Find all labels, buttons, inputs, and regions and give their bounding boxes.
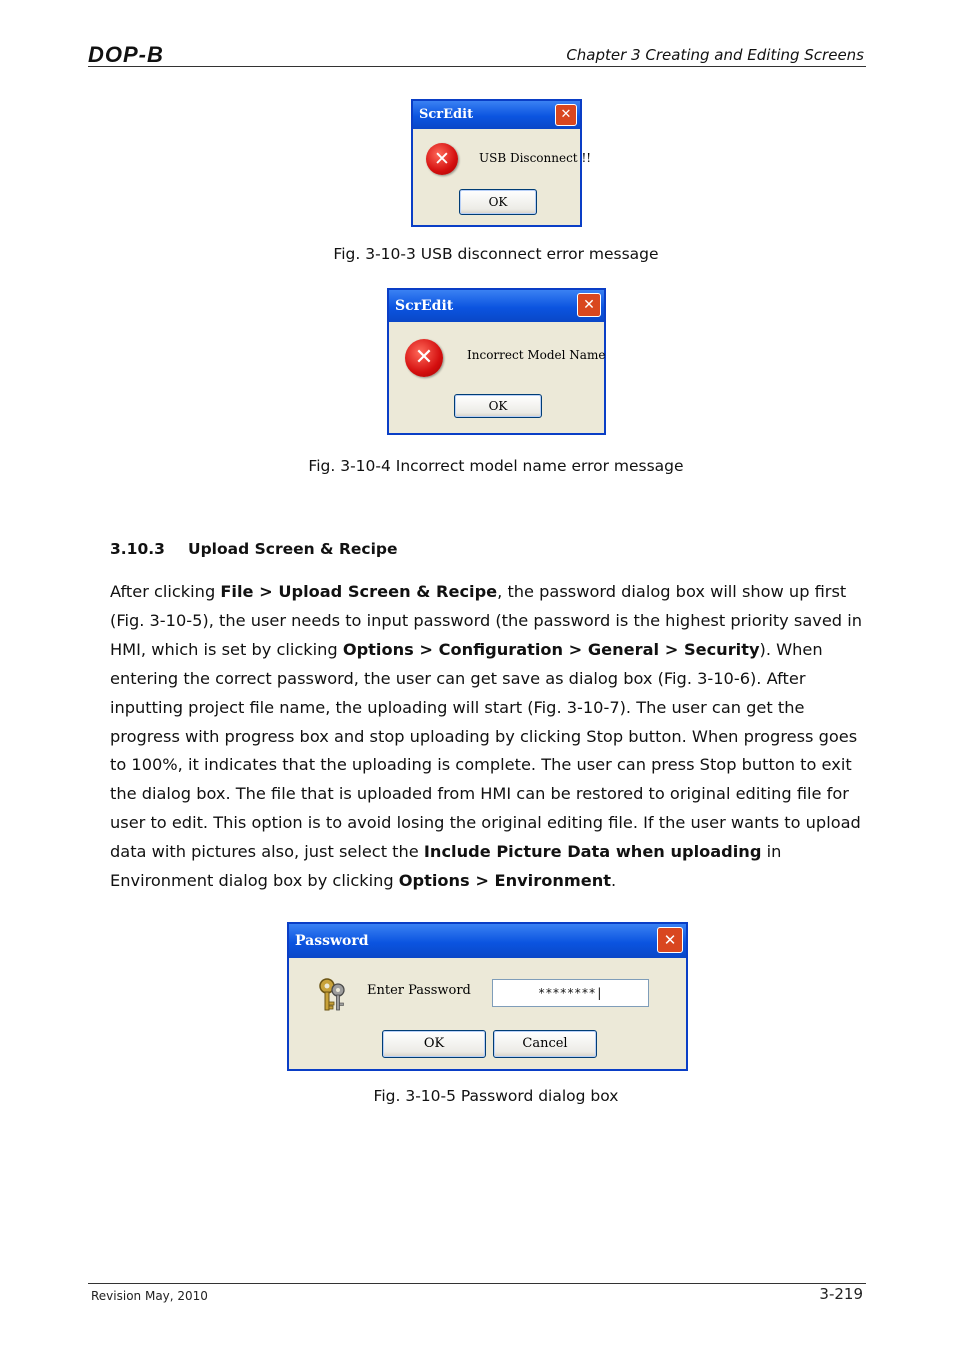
revision-date: Revision May, 2010 xyxy=(91,1289,208,1303)
menu-path-security: Options > Configuration > General > Security xyxy=(342,639,760,659)
text-run: ). When entering the correct password, the user can get save as dialog box (Fig. 3-10-6). After inputting project file name, the uploading will start (Fig. 3-10-7). The user can get the progress with progress box and stop uploading by clicking Stop button. When progress goes to 100%, it indicates that the uploading is complete. The user can press Stop button to exit the dialog box. The file that is uploaded from HMI can be restored to original editing file for user to edit. This option is to avoid losing the original editing file. If the user wants to upload data with pictures also, just select the xyxy=(110,639,861,862)
footer-divider xyxy=(88,1283,866,1284)
usb-disconnect-dialog xyxy=(411,99,592,227)
dialog-title: Password xyxy=(295,933,369,949)
figure-caption: Fig. 3-10-4 Incorrect model name error message xyxy=(308,457,684,475)
text-run: , the password dialog box will show up first (Fig. 3-10-5), the user needs to input password (the password is the highest priority saved in HMI, which is set by clicking xyxy=(110,582,862,659)
close-icon[interactable]: ✕ xyxy=(555,104,577,126)
cancel-button[interactable]: Cancel xyxy=(493,1030,597,1058)
text-run: After clicking xyxy=(110,582,221,601)
error-message: USB Disconnect !! xyxy=(479,151,592,165)
figure-caption: Fig. 3-10-3 USB disconnect error message xyxy=(333,245,659,263)
chapter-title: Chapter 3 Creating and Editing Screens xyxy=(566,46,864,64)
error-message: Incorrect Model Name xyxy=(467,348,606,362)
close-icon[interactable]: ✕ xyxy=(657,927,683,953)
keys-icon xyxy=(314,976,350,1012)
password-dialog xyxy=(287,922,688,1071)
body-paragraph xyxy=(110,578,866,896)
error-x-icon: ✕ xyxy=(405,339,443,377)
dialog-title: ScrEdit xyxy=(395,298,454,314)
section-number: 3.10.3 xyxy=(110,540,165,558)
page-number: 3-219 xyxy=(819,1285,863,1303)
incorrect-model-dialog xyxy=(387,288,606,435)
text-run: in Environment dialog box by clicking xyxy=(110,842,782,891)
dialog-title-bar[interactable] xyxy=(389,290,604,322)
figure-caption: Fig. 3-10-5 Password dialog box xyxy=(373,1087,619,1105)
text-run: . xyxy=(610,871,617,891)
menu-path-environment: Options > Environment xyxy=(398,871,611,891)
dop-b-logo: DOP-B xyxy=(88,42,164,67)
ok-button[interactable]: OK xyxy=(382,1030,486,1058)
ok-button[interactable]: OK xyxy=(454,394,542,418)
password-input[interactable]: ********| xyxy=(492,979,649,1007)
section-heading xyxy=(110,540,398,558)
menu-path-file-upload: File > Upload Screen & Recipe xyxy=(220,582,498,601)
dialog-title-bar[interactable] xyxy=(289,924,686,958)
header-divider xyxy=(88,66,866,67)
error-x-icon: ✕ xyxy=(426,143,458,175)
ok-button[interactable]: OK xyxy=(459,189,537,215)
option-include-picture-data: Include Picture Data when uploading xyxy=(423,842,762,862)
dialog-title: ScrEdit xyxy=(419,107,474,122)
section-title: Upload Screen & Recipe xyxy=(188,540,398,558)
enter-password-label: Enter Password xyxy=(367,983,471,998)
close-icon[interactable]: ✕ xyxy=(577,293,601,317)
